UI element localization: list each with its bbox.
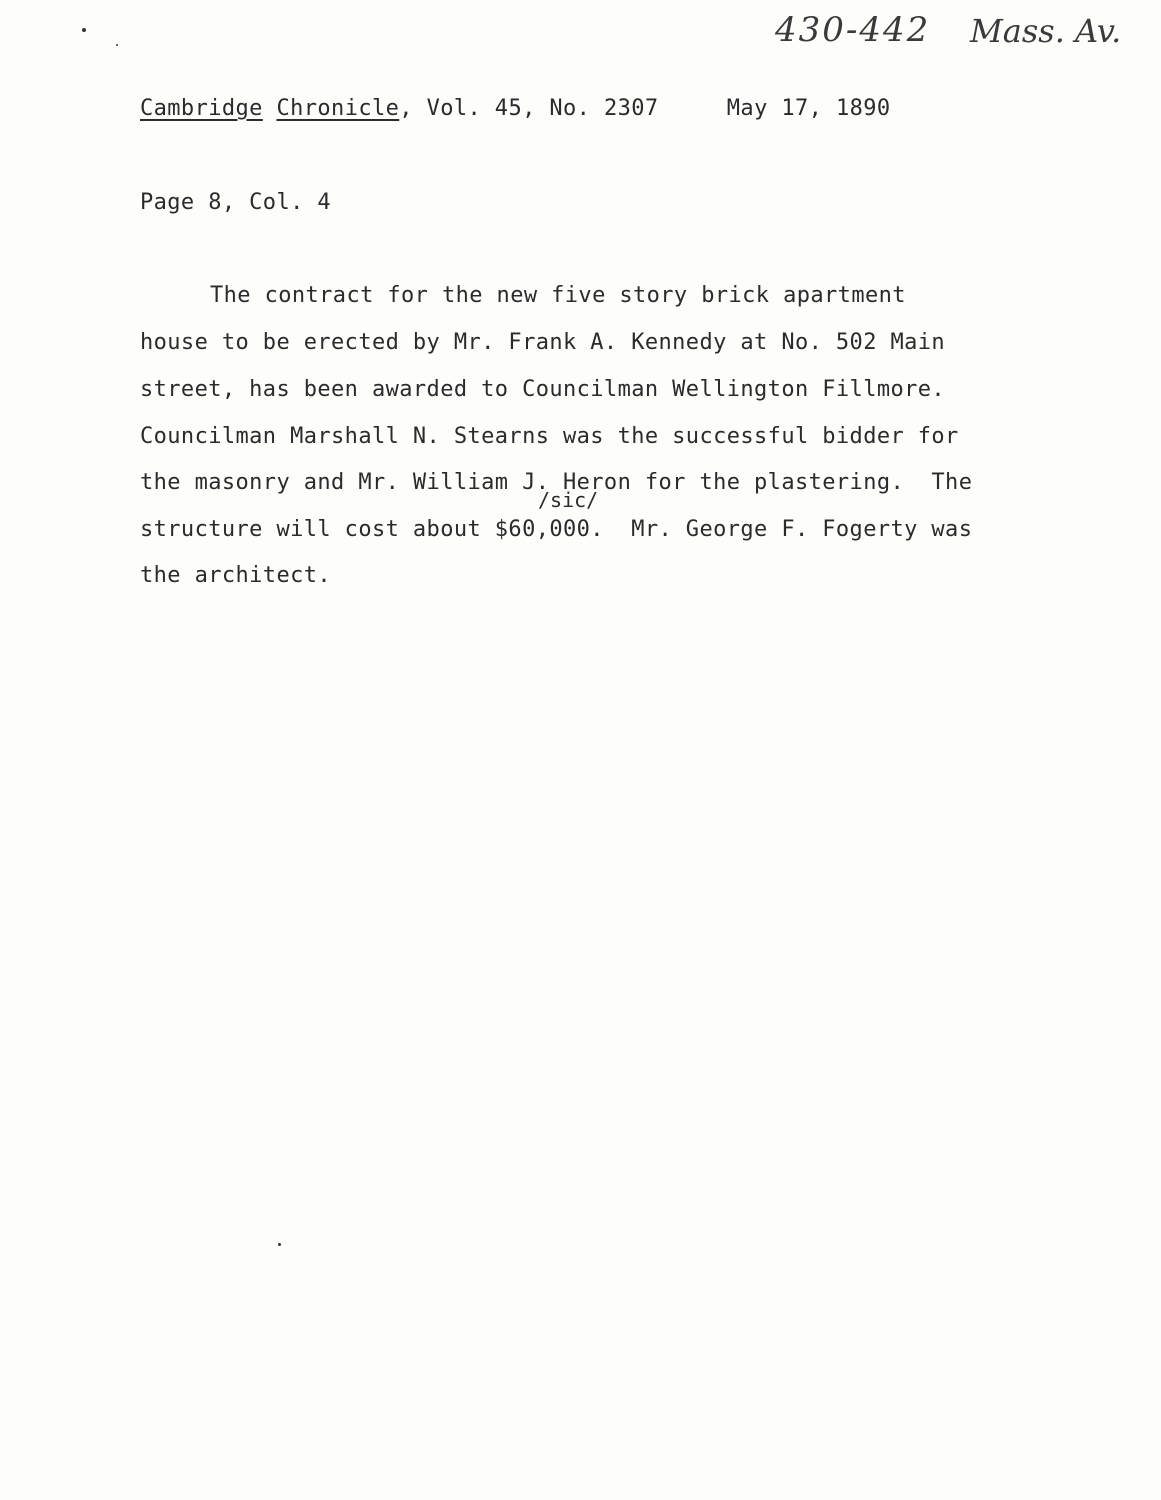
paragraph-line: The contract for the new five story brick apartment	[210, 283, 906, 308]
paragraph-line: structure will cost about $60,000. Mr. George F. Fogerty was	[140, 517, 973, 542]
paragraph-line: Councilman Marshall N. Stearns was the successful bidder for	[140, 424, 959, 449]
paper-speck	[82, 28, 86, 32]
paper-speck	[278, 1243, 281, 1246]
paragraph-line: house to be erected by Mr. Frank A. Kennedy at No. 502 Main	[140, 330, 946, 355]
paper-speck	[116, 44, 118, 46]
sic-annotation: /sic/	[538, 488, 599, 512]
paragraph-line: the architect.	[140, 563, 332, 588]
paragraph-line: street, has been awarded to Councilman Wellington Fillmore.	[140, 377, 946, 402]
handwritten-number: 430-442	[775, 10, 931, 50]
page-reference: Page 8, Col. 4	[140, 190, 332, 215]
handwritten-location: Mass. Av.	[970, 12, 1122, 50]
citation-line	[140, 96, 891, 121]
volume-issue: , Vol. 45, No. 2307	[399, 96, 659, 121]
newspaper-name-part2: Chronicle	[276, 96, 400, 121]
newspaper-name-part1: Cambridge	[140, 96, 263, 121]
paragraph-line: the masonry and Mr. William J. Heron for the plastering. The	[140, 470, 973, 495]
citation-date: May 17, 1890	[726, 96, 891, 121]
